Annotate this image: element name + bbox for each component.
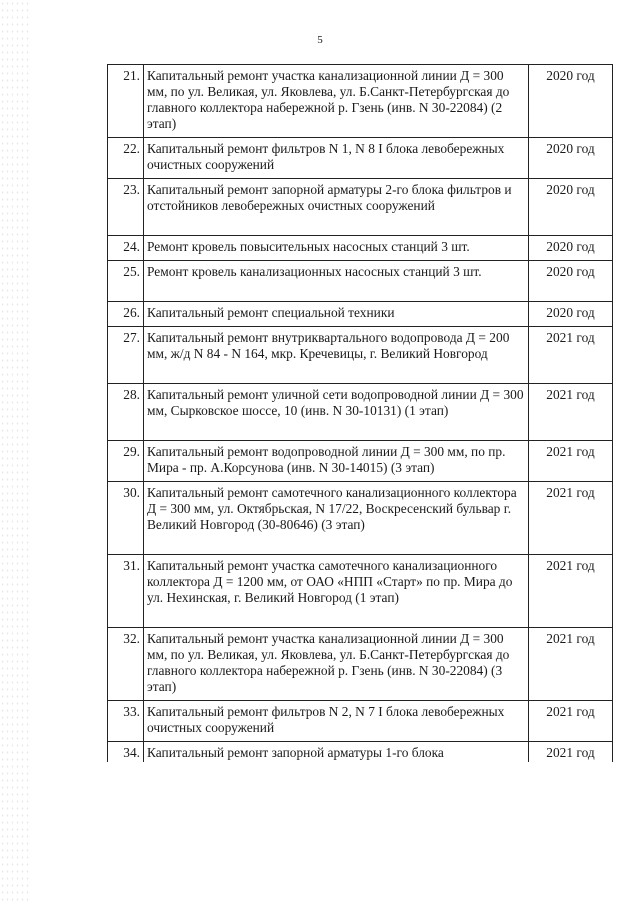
row-year: 2020 год xyxy=(529,65,613,138)
row-number: 24. xyxy=(108,236,144,261)
table-row xyxy=(108,65,613,138)
row-description: Капитальный ремонт участка самотечного канализационного коллектора Д = 1200 мм, от ОАО «НПП «Старт» по пр. Мира до ул. Нехинская, г. Великий Новгород (1 этап) xyxy=(144,555,529,628)
row-year: 2021 год xyxy=(529,628,613,701)
row-description: Капитальный ремонт внутриквартального водопровода Д = 200 мм, ж/д N 84 - N 164, мкр. Кречевицы, г. Великий Новгород xyxy=(144,327,529,384)
row-year: 2020 год xyxy=(529,138,613,179)
table-row xyxy=(108,555,613,628)
row-number: 30. xyxy=(108,482,144,555)
table-row xyxy=(108,628,613,701)
row-number: 22. xyxy=(108,138,144,179)
row-year: 2021 год xyxy=(529,384,613,441)
row-number: 29. xyxy=(108,441,144,482)
row-year: 2020 год xyxy=(529,261,613,302)
row-year: 2021 год xyxy=(529,482,613,555)
row-description: Капитальный ремонт уличной сети водопроводной линии Д = 300 мм, Сырковское шоссе, 10 (инв. N 30-10131) (1 этап) xyxy=(144,384,529,441)
row-description: Капитальный ремонт запорной арматуры 2-го блока фильтров и отстойников левобережных очистных сооружений xyxy=(144,179,529,236)
row-description: Капитальный ремонт фильтров N 2, N 7 I блока левобережных очистных сооружений xyxy=(144,701,529,742)
row-description: Капитальный ремонт участка канализационной линии Д = 300 мм, по ул. Великая, ул. Яковлева, ул. Б.Санкт-Петербургская до главного коллектора набережной р. Гзень (инв. N 30-22084) (2 этап) xyxy=(144,65,529,138)
row-year: 2021 год xyxy=(529,701,613,742)
row-number: 34. xyxy=(108,742,144,763)
row-number: 28. xyxy=(108,384,144,441)
row-year: 2020 год xyxy=(529,302,613,327)
row-number: 23. xyxy=(108,179,144,236)
table-row xyxy=(108,302,613,327)
table-row xyxy=(108,384,613,441)
table-row xyxy=(108,138,613,179)
row-number: 21. xyxy=(108,65,144,138)
row-number: 32. xyxy=(108,628,144,701)
table-row xyxy=(108,261,613,302)
row-year: 2021 год xyxy=(529,555,613,628)
page-number: 5 xyxy=(317,34,323,46)
table-row xyxy=(108,179,613,236)
row-description: Капитальный ремонт самотечного канализационного коллектора Д = 300 мм, ул. Октябрьская, N 17/22, Воскресенский бульвар г. Великий Новгород (30-80646) (3 этап) xyxy=(144,482,529,555)
row-description: Ремонт кровель повысительных насосных станций 3 шт. xyxy=(144,236,529,261)
row-description: Ремонт кровель канализационных насосных станций 3 шт. xyxy=(144,261,529,302)
row-year: 2020 год xyxy=(529,179,613,236)
row-description: Капитальный ремонт участка канализационной линии Д = 300 мм, по ул. Великая, ул. Яковлева, ул. Б.Санкт-Петербургская до главного коллектора набережной р. Гзень (инв. N 30-22084) (3 этап) xyxy=(144,628,529,701)
row-description: Капитальный ремонт водопроводной линии Д = 300 мм, по пр. Мира - пр. А.Корсунова (инв. N 30-14015) (3 этап) xyxy=(144,441,529,482)
scan-noise xyxy=(0,0,30,905)
table-row xyxy=(108,482,613,555)
row-number: 25. xyxy=(108,261,144,302)
table-row xyxy=(108,441,613,482)
row-description: Капитальный ремонт запорной арматуры 1-го блока xyxy=(144,742,529,763)
row-year: 2021 год xyxy=(529,441,613,482)
row-description: Капитальный ремонт специальной техники xyxy=(144,302,529,327)
row-number: 31. xyxy=(108,555,144,628)
row-year: 2021 год xyxy=(529,742,613,763)
row-year: 2020 год xyxy=(529,236,613,261)
table-row xyxy=(108,701,613,742)
table-row xyxy=(108,327,613,384)
row-year: 2021 год xyxy=(529,327,613,384)
table-row xyxy=(108,742,613,763)
row-description: Капитальный ремонт фильтров N 1, N 8 I блока левобережных очистных сооружений xyxy=(144,138,529,179)
row-number: 33. xyxy=(108,701,144,742)
works-table xyxy=(107,64,613,762)
table-row xyxy=(108,236,613,261)
row-number: 27. xyxy=(108,327,144,384)
row-number: 26. xyxy=(108,302,144,327)
